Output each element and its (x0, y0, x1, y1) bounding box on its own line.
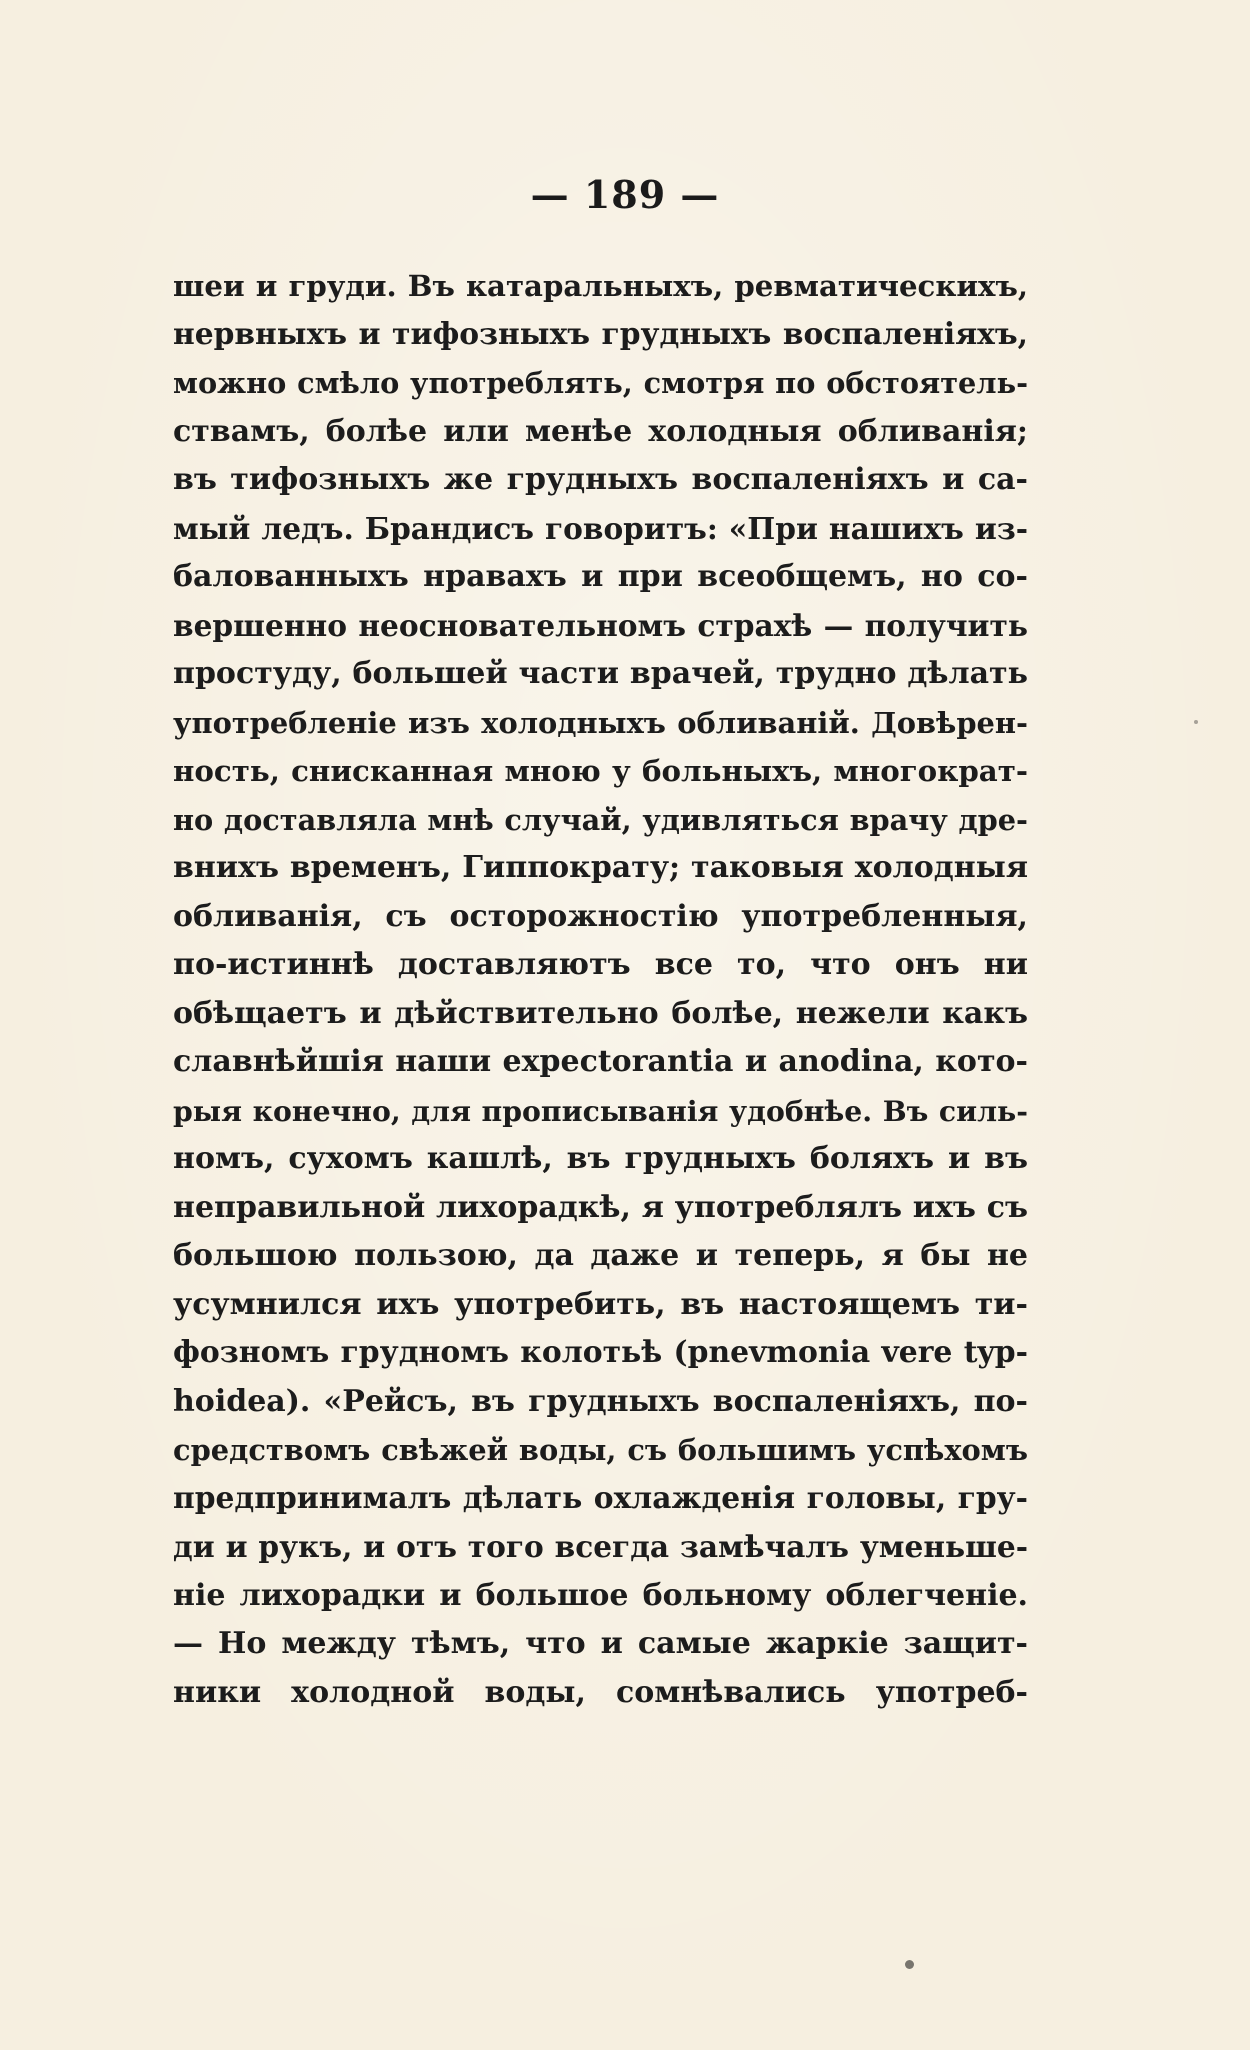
text-line: мый ледъ. Брандисъ говоритъ: «При нашихъ из- (173, 510, 1028, 546)
text-line: ніе лихорадки и большое больному облегченіе. (173, 1577, 1028, 1613)
text-line: рыя конечно, для прописыванія удобнѣе. Въ силь- (173, 1093, 1028, 1128)
ink-speck (905, 1960, 914, 1969)
body-text (173, 262, 1028, 1717)
text-line: въ тифозныхъ же грудныхъ воспаленіяхъ и са- (173, 462, 1028, 497)
text-line: но доставляла мнѣ случай, удивляться врачу дре- (173, 802, 1028, 837)
text-line: фозномъ грудномъ колотьѣ (pnevmonia vere typ- (173, 1335, 1028, 1370)
text-line: усумнился ихъ употребить, въ настоящемъ ти- (173, 1286, 1028, 1322)
text-line: большою пользою, да даже и теперь, я бы не (173, 1238, 1028, 1273)
text-line: номъ, сухомъ кашлѣ, въ грудныхъ боляхъ и въ (173, 1141, 1028, 1176)
text-line: обѣщаетъ и дѣйствительно болѣе, нежели какъ (173, 995, 1028, 1031)
text-line: вершенно неосновательномъ страхѣ — получить (173, 607, 1028, 643)
ink-speck (1194, 720, 1198, 724)
text-line: обливанія, съ осторожностію употребленныя, (173, 898, 1028, 934)
text-line: hoidea). «Рейсъ, въ грудныхъ воспаленіяхъ, по- (173, 1383, 1028, 1419)
text-line: по-истиннѣ доставляютъ все то, что онъ ни (173, 947, 1028, 982)
text-line: можно смѣло употреблять, смотря по обстоятель- (173, 366, 1028, 400)
text-line: балованныхъ нравахъ и при всеобщемъ, но со- (173, 559, 1028, 594)
text-line: неправильной лихорадкѣ, я употреблялъ ихъ съ (173, 1189, 1028, 1225)
text-line: ники холодной воды, сомнѣвались употреб- (173, 1674, 1028, 1710)
text-line: простуду, большей части врачей, трудно дѣлать (173, 656, 1028, 691)
text-line: предпринималъ дѣлать охлажденія головы, гру- (173, 1480, 1028, 1516)
text-line: употребленіе изъ холодныхъ обливаній. Довѣрен- (173, 705, 1028, 740)
text-line: ди и рукъ, и отъ того всегда замѣчалъ уменьше- (173, 1529, 1028, 1564)
text-line: ность, снисканная мною у больныхъ, многократ- (173, 754, 1028, 788)
text-line: шеи и груди. Въ катаральныхъ, ревматическихъ, (173, 269, 1028, 303)
text-line: внихъ временъ, Гиппократу; таковыя холодныя (173, 850, 1028, 885)
text-line: средствомъ свѣжей воды, съ большимъ успѣхомъ (173, 1433, 1028, 1467)
page-number: — 189 — (530, 172, 720, 217)
text-line: ствамъ, болѣе или менѣе холодныя обливанія; (173, 413, 1028, 449)
text-line: — Но между тѣмъ, что и самые жаркіе защит- (173, 1626, 1028, 1661)
text-line: славнѣйшія наши expectorantia и anodina, кото- (173, 1044, 1028, 1079)
text-line: нервныхъ и тифозныхъ грудныхъ воспаленіяхъ, (173, 316, 1028, 352)
